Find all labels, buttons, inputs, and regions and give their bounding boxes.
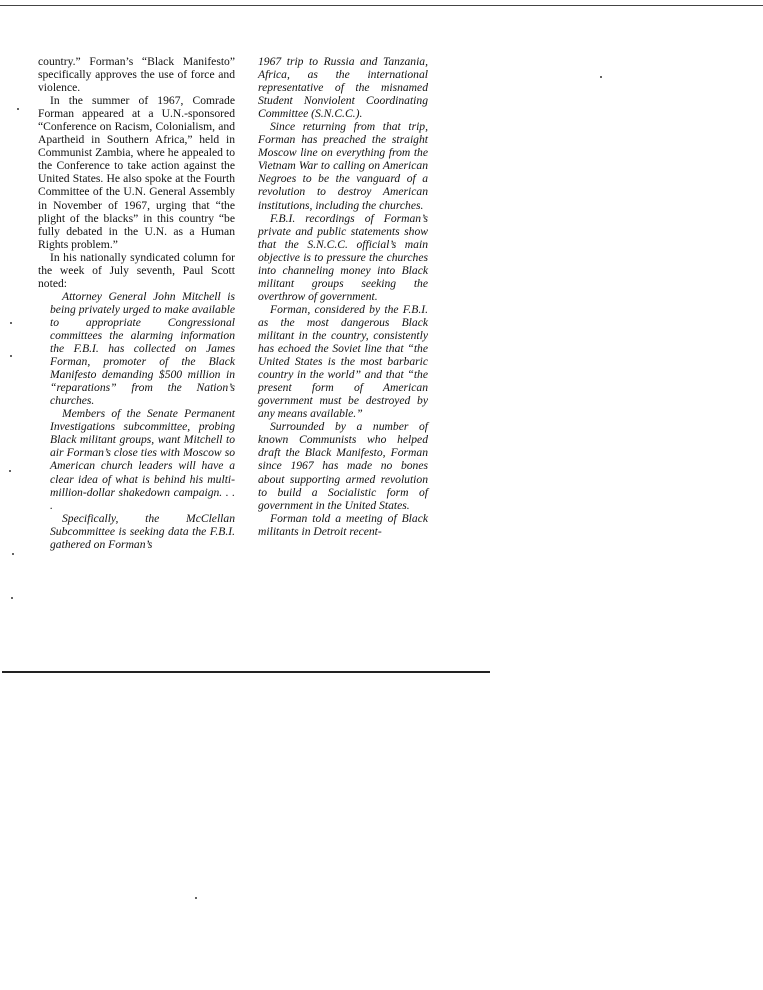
top-rule [0, 5, 763, 6]
right-paragraph-5: Surrounded by a number of known Communists who helped draft the Black Manifesto, Forman since 1967 has made no bones about supporting armed revolution to build a Socialistic form of government in the United States. [258, 420, 428, 512]
right-paragraph-4: Forman, considered by the F.B.I. as the most dangerous Black militant in the country, consistently has echoed the Soviet line that “the United States is the most barbaric country in the world” and that “the present form of American government must be destroyed by any means available.” [258, 302, 428, 421]
right-paragraph-6: Forman told a meeting of Black militants in Detroit recent- [258, 511, 428, 538]
quote-paragraph-2: Members of the Senate Permanent Investigations subcommittee, probing Black militant groups, want Mitchell to air Forman’s close ties with Moscow so American church leaders will have a clear idea of what is behind his multi-million-dollar shakedown campaign. . . . [50, 407, 235, 512]
bottom-rule [2, 671, 490, 673]
scan-speck [10, 355, 12, 357]
quote-paragraph-1: Attorney General John Mitchell is being privately urged to make available to appropriate Congressional committees the alarming information the F.B.I. has collected on James Forman, promoter of the Black Manifesto demanding $500 million in “reparations” from the Nation’s churches. [50, 289, 235, 408]
right-paragraph-3: F.B.I. recordings of Forman’s private and public statements show that the S.N.C.C. official’s main objective is to pressure the churches into channeling money into Black militant groups seeking the overthrow of government. [258, 211, 428, 303]
scan-speck [12, 553, 14, 555]
scan-speck [195, 897, 197, 899]
scan-speck [17, 108, 19, 110]
right-paragraph-2: Since returning from that trip, Forman has preached the straight Moscow line on everything from the Vietnam War to calling on American Negroes to be the vanguard of a revolution to destroy American institutions, including the churches. [258, 120, 428, 212]
left-paragraph-1: country.” Forman’s “Black Manifesto” specifically approves the use of force and violence. [38, 55, 235, 95]
right-paragraph-1: 1967 trip to Russia and Tanzania, Africa, as the international representative of the misnamed Student Nonviolent Coordinating Committee (S.N.C.C.). [258, 55, 428, 121]
scan-speck [9, 470, 11, 472]
left-column [38, 55, 235, 551]
quote-paragraph-3: Specifically, the McClellan Subcommittee is seeking data the F.B.I. gathered on Forman’s [50, 511, 235, 551]
left-paragraph-2: In the summer of 1967, Comrade Forman appeared at a U.N.-sponsored “Conference on Racism, Colonialism, and Apartheid in Southern Africa,” held in Communist Zambia, where he appealed to the Conference to take action against the United States. He also spoke at the Fourth Committee of the U.N. General Assembly in November of 1967, urging that “the plight of the blacks” in this country “be fully debated in the U.N. as a Human Rights problem.” [38, 94, 235, 251]
scan-speck [600, 76, 602, 78]
scan-speck [11, 597, 13, 599]
left-paragraph-3: In his nationally syndicated column for the week of July seventh, Paul Scott noted: [38, 250, 235, 290]
right-column [258, 55, 428, 538]
scan-speck [10, 322, 12, 324]
